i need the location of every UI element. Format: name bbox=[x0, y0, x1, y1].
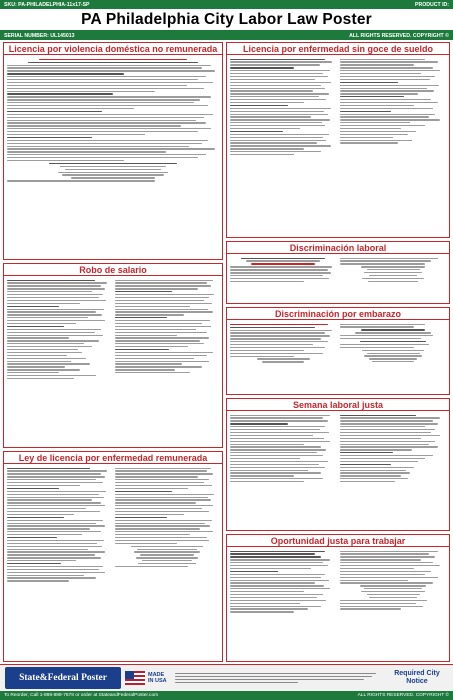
panel-body bbox=[7, 278, 219, 445]
panel-title: Semana laboral justa bbox=[227, 399, 449, 411]
panel-body bbox=[230, 57, 446, 235]
panel-title: Oportunidad justa para trabajar bbox=[227, 535, 449, 547]
panel-sick-leave-unpaid bbox=[226, 42, 450, 238]
panel-body bbox=[230, 549, 446, 659]
panel-title: Licencia por violencia doméstica no remunerada bbox=[4, 43, 222, 55]
panel-body bbox=[230, 322, 446, 392]
panel-domestic-violence bbox=[3, 42, 223, 260]
serial-number: SERIAL NUMBER: UL145013 bbox=[4, 32, 75, 39]
panel-wage-theft bbox=[3, 263, 223, 448]
serial-bar bbox=[0, 31, 453, 40]
disclaimer-text bbox=[170, 671, 385, 685]
footer-band bbox=[0, 664, 453, 691]
copyright-bottom: ALL RIGHTS RESERVED. COPYRIGHT © bbox=[357, 693, 449, 698]
panel-fair-workweek bbox=[226, 398, 450, 531]
panel-title: Robo de salario bbox=[4, 264, 222, 276]
panel-pregnancy bbox=[226, 307, 450, 395]
sku-label: SKU: PA-PHILADELPHIA-11x17-SP bbox=[4, 1, 90, 8]
panel-title: Ley de licencia por enfermedad remunerada bbox=[4, 452, 222, 464]
panel-fair-chance bbox=[226, 534, 450, 662]
panel-title: Discriminación por embarazo bbox=[227, 308, 449, 320]
made-in-usa-label: MADE IN USA bbox=[148, 672, 167, 684]
required-notice: Required City Notice bbox=[394, 670, 440, 685]
title-band bbox=[0, 9, 453, 31]
panel-paid-sick-leave bbox=[3, 451, 223, 662]
product-id-label: PRODUCT ID: bbox=[414, 1, 449, 8]
usa-flag-icon bbox=[125, 671, 145, 685]
poster-title: PA Philadelphia City Labor Law Poster bbox=[81, 10, 372, 28]
panel-body bbox=[7, 57, 219, 257]
panel-body bbox=[230, 256, 446, 301]
panel-body bbox=[230, 413, 446, 528]
top-bar bbox=[0, 0, 453, 9]
copyright-top: ALL RIGHTS RESERVED. COPYRIGHT © bbox=[349, 32, 449, 39]
brand-logo: State&Federal Poster bbox=[5, 667, 121, 689]
panel-title: Licencia por enfermedad sin goce de sueldo bbox=[227, 43, 449, 55]
reorder-text: To Reorder, Call 1-888-889-7678 or order at StateandFederalPoster.com bbox=[4, 693, 159, 698]
bottom-bar bbox=[0, 691, 453, 700]
panel-title: Discriminación laboral bbox=[227, 242, 449, 254]
panel-body bbox=[7, 466, 219, 659]
panel-discrimination bbox=[226, 241, 450, 304]
